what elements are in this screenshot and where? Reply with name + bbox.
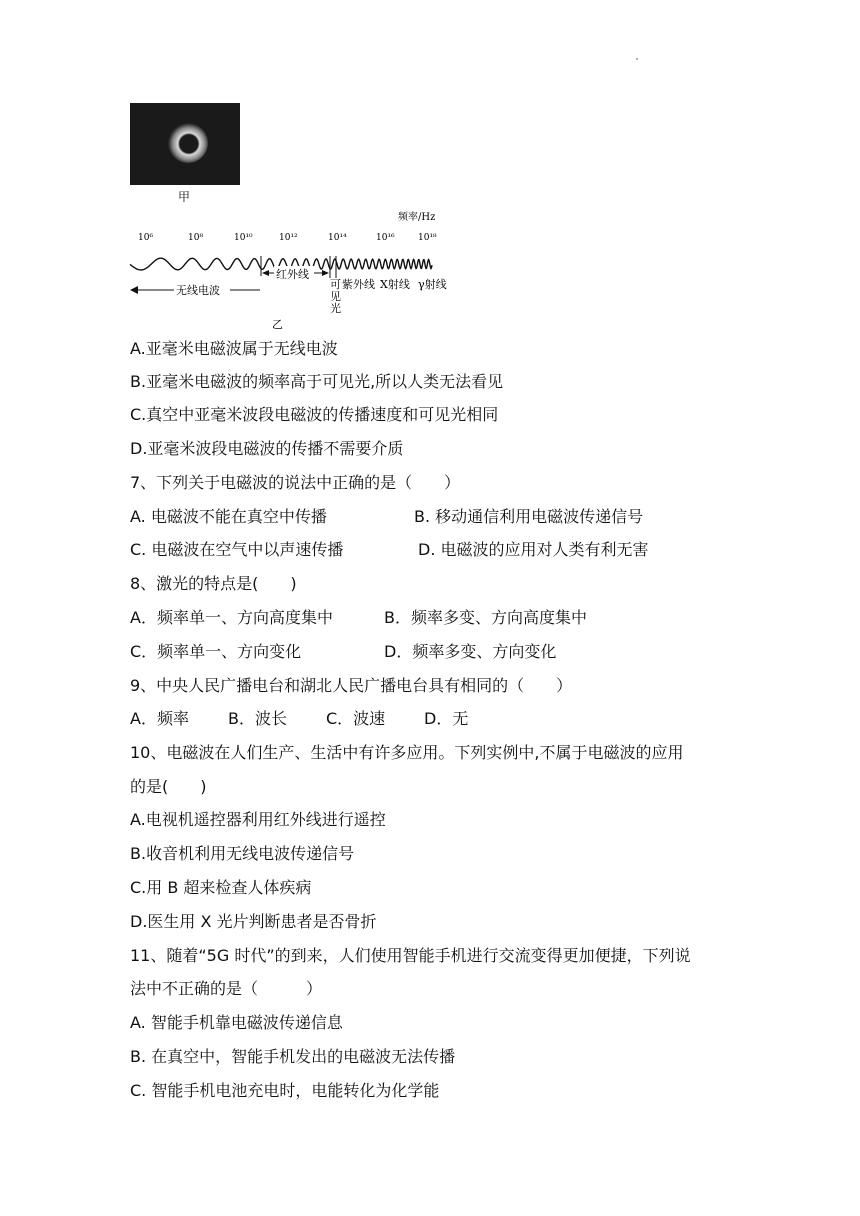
tick-label: 10¹⁸ bbox=[418, 233, 437, 243]
q11-option-a: A. 智能手机靠电磁波传递信息 bbox=[130, 1013, 343, 1032]
tick-label: 10⁸ bbox=[188, 233, 204, 243]
gamma-ray-label: γ射线 bbox=[418, 278, 447, 291]
q6-option-a: A.亚毫米电磁波属于无线电波 bbox=[130, 339, 338, 358]
page-dot bbox=[636, 58, 638, 60]
q10-option-b: B.收音机利用无线电波传递信号 bbox=[130, 844, 355, 863]
tick-label: 10¹⁰ bbox=[234, 233, 253, 243]
q7-option-c: C. 电磁波在空气中以声速传播 bbox=[130, 540, 344, 559]
tick-label: 10¹⁶ bbox=[376, 233, 395, 243]
infrared-label: 红外线 bbox=[276, 268, 309, 281]
q11-stem-line-2: 法中不正确的是（ ） bbox=[130, 979, 323, 998]
q9-option-d: D．无 bbox=[424, 709, 469, 728]
figure-yi-caption: 乙 bbox=[272, 318, 283, 331]
ultraviolet-label: 紫外线 bbox=[342, 278, 375, 291]
q11-stem-line-1: 11、随着“5G 时代”的到来，人们使用智能手机进行交流变得更加便捷，下列说 bbox=[130, 946, 691, 965]
black-hole-ring bbox=[168, 123, 208, 163]
q10-stem-line-2: 的是( ) bbox=[130, 777, 207, 796]
q9-stem: 9、中央人民广播电台和湖北人民广播电台具有相同的（ ） bbox=[130, 676, 573, 695]
q8-option-b: B．频率多变、方向高度集中 bbox=[384, 608, 587, 627]
q10-option-c: C.用 B 超来检查人体疾病 bbox=[130, 878, 312, 897]
q10-stem-line-1: 10、电磁波在人们生产、生活中有许多应用。下列实例中,不属于电磁波的应用 bbox=[130, 743, 684, 762]
tick-label: 10⁶ bbox=[138, 233, 154, 243]
q6-option-d: D.亚毫米波段电磁波的传播不需要介质 bbox=[130, 439, 404, 458]
visible-label-3: 光 bbox=[330, 302, 341, 315]
frequency-ticks bbox=[138, 233, 437, 243]
q9-option-b: B．波长 bbox=[228, 709, 287, 728]
q6-option-c: C.真空中亚毫米波段电磁波的传播速度和可见光相同 bbox=[130, 405, 499, 424]
black-hole-image bbox=[130, 103, 240, 185]
q7-option-d: D. 电磁波的应用对人类有利无害 bbox=[418, 540, 649, 559]
spectrum-diagram bbox=[126, 206, 456, 334]
q9-option-c: C．波速 bbox=[326, 709, 386, 728]
q11-option-b: B. 在真空中，智能手机发出的电磁波无法传播 bbox=[130, 1047, 456, 1066]
visible-label-1: 可 bbox=[330, 278, 341, 291]
infrared-arrowhead-left bbox=[262, 270, 269, 276]
visible-label-2: 见 bbox=[330, 290, 341, 303]
q9-option-a: A．频率 bbox=[130, 709, 189, 728]
xray-label: X射线 bbox=[380, 278, 410, 291]
figure-jia-caption: 甲 bbox=[178, 190, 191, 204]
q8-option-c: C．频率单一、方向变化 bbox=[130, 642, 302, 661]
q11-option-c: C. 智能手机电池充电时，电能转化为化学能 bbox=[130, 1081, 440, 1100]
q10-option-a: A.电视机遥控器利用红外线进行遥控 bbox=[130, 810, 386, 829]
tick-label: 10¹² bbox=[279, 233, 298, 243]
tick-label: 10¹⁴ bbox=[328, 233, 347, 243]
q7-option-b: B. 移动通信利用电磁波传递信号 bbox=[414, 507, 644, 526]
radio-arrowhead bbox=[130, 286, 138, 294]
q7-option-a: A. 电磁波不能在真空中传播 bbox=[130, 507, 327, 526]
q8-stem: 8、激光的特点是( ) bbox=[130, 574, 297, 593]
infrared-arrowhead-right bbox=[322, 270, 329, 276]
q8-option-d: D．频率多变、方向变化 bbox=[384, 642, 557, 661]
q8-option-a: A．频率单一、方向高度集中 bbox=[130, 608, 333, 627]
q6-option-b: B.亚毫米电磁波的频率高于可见光,所以人类无法看见 bbox=[130, 372, 504, 391]
radio-wave-label: 无线电波 bbox=[176, 284, 220, 297]
freq-axis-label: 频率/Hz bbox=[398, 212, 436, 223]
q7-stem: 7、下列关于电磁波的说法中正确的是（ ） bbox=[130, 473, 461, 492]
q10-option-d: D.医生用 X 光片判断患者是否骨折 bbox=[130, 912, 377, 931]
